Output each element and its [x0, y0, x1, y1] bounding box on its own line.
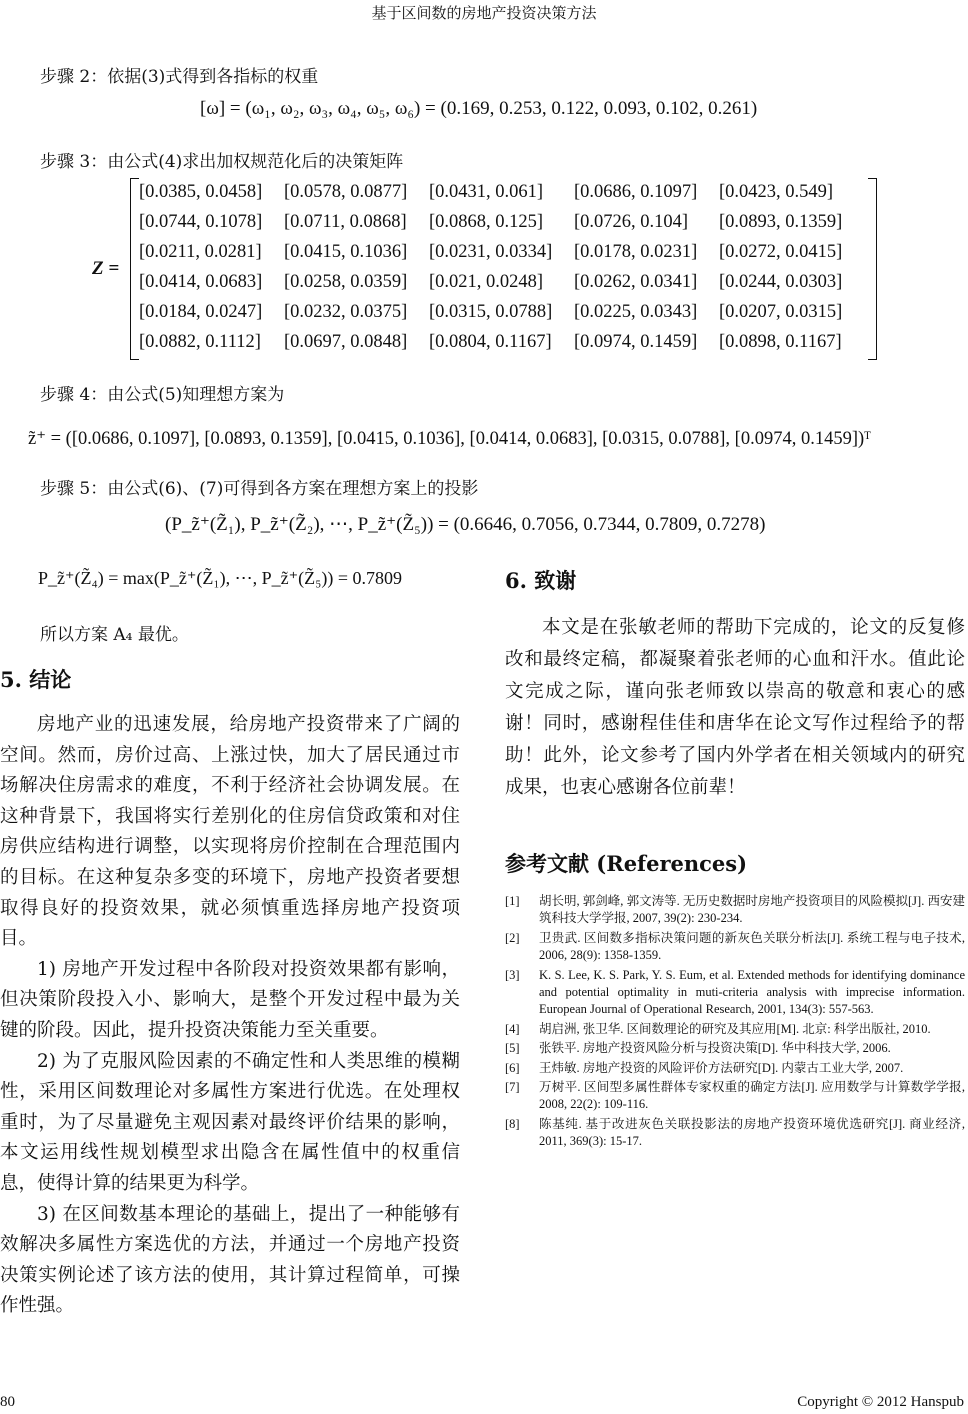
matrix-cell: [0.0893, 0.1359]: [719, 212, 843, 232]
reference-number: [3]: [505, 967, 520, 982]
reference-number: [5]: [505, 1041, 520, 1056]
matrix-cell: [0.0258, 0.0359]: [284, 272, 408, 292]
matrix-cell: [0.0385, 0.0458]: [139, 182, 263, 202]
reference-item: [505, 1021, 965, 1038]
reference-number: [6]: [505, 1060, 520, 1075]
ideal-solution-formula: z̃⁺ = ([0.0686, 0.1097], [0.0893, 0.1359], [0.0415, 0.1036], [0.0414, 0.0683], [0.0315, 0.0788], [0.0974, 0.1459])ᵀ: [28, 429, 871, 449]
page-number: 80: [0, 1394, 15, 1410]
matrix-cell: [0.0184, 0.0247]: [139, 302, 263, 322]
reference-number: [7]: [505, 1080, 520, 1095]
matrix-cell: [0.0726, 0.104]: [574, 212, 689, 232]
matrix-cell: [0.0804, 0.1167]: [429, 332, 552, 352]
reference-number: [4]: [505, 1021, 520, 1036]
reference-text: 张铁平. 房地产投资风险分析与投资决策[D]. 华中科技大学, 2006.: [539, 1041, 891, 1056]
section-5-heading: 5. 结论: [0, 667, 72, 692]
reference-item: [505, 893, 965, 928]
reference-text: 胡启洲, 张卫华. 区间数理论的研究及其应用[M]. 北京: 科学出版社, 2010.: [539, 1021, 931, 1036]
matrix-cell: [0.0431, 0.061]: [429, 182, 544, 202]
reference-text: 万树平. 区间型多属性群体专家权重的确定方法[J]. 应用数学与计算数学学报, 2008, 22(2): 109-116.: [539, 1080, 965, 1112]
matrix-cell: [0.0414, 0.0683]: [139, 272, 263, 292]
reference-item: [505, 930, 965, 965]
matrix-cell: [0.0232, 0.0375]: [284, 302, 408, 322]
weights-formula: [ω] = (ω₁, ω₂, ω₃, ω₄, ω₅, ω₆) = (0.169, 0.253, 0.122, 0.093, 0.102, 0.261): [200, 98, 758, 119]
reference-item: [505, 1060, 965, 1077]
matrix-cell: [0.0423, 0.549]: [719, 182, 834, 202]
matrix-cell: [0.0315, 0.0788]: [429, 302, 553, 322]
section-6-heading: 6. 致谢: [505, 568, 577, 593]
matrix-cell: [0.0974, 0.1459]: [574, 332, 698, 352]
reference-number: [1]: [505, 894, 520, 908]
conclusion-line: 所以方案 A₄ 最优。: [40, 625, 189, 645]
references-heading: 参考文献 (References): [505, 851, 748, 876]
copyright: Copyright © 2012 Hanspub: [797, 1394, 964, 1410]
matrix-cell: [0.0711, 0.0868]: [284, 212, 407, 232]
matrix-cell: [0.0178, 0.0231]: [574, 242, 698, 262]
matrix-cell: [0.0211, 0.0281]: [139, 242, 262, 262]
step-2-text: 步骤 2：依据(3)式得到各指标的权重: [40, 67, 319, 87]
reference-text: 陈基纯. 基于改进灰色关联投影法的房地产投资环境优选研究[J]. 商业经济, 2011, 369(3): 15-17.: [539, 1116, 965, 1149]
matrix-cell: [0.0415, 0.1036]: [284, 242, 408, 262]
matrix-cell: [0.0262, 0.0341]: [574, 272, 698, 292]
matrix-cell: [0.0231, 0.0334]: [429, 242, 553, 262]
reference-item: [505, 1040, 965, 1057]
paragraph: 2) 为了克服风险因素的不确定性和人类思维的模糊性，采用区间数理论对多属性方案进行优选。在处理权重时，为了尽量避免主观因素对最终评价结果的影响，本文运用线性规划模型求出隐含在属性值中的权重信息，使得计算的结果更为科学。: [0, 1050, 460, 1194]
reference-number: [8]: [505, 1116, 520, 1131]
step-5-text: 步骤 5：由公式(6)、(7)可得到各方案在理想方案上的投影: [40, 479, 479, 499]
section-5-body: [0, 710, 460, 1322]
reference-number: [2]: [505, 930, 520, 945]
matrix-cell: [0.0578, 0.0877]: [284, 182, 408, 202]
reference-item: [505, 1079, 965, 1114]
matrix-cell: [0.0686, 0.1097]: [574, 182, 698, 202]
max-projection-formula: P_z̃⁺(Z̃₄) = max(P_z̃⁺(Z̃₁), ⋯, P_z̃⁺(Z̃₅)) = 0.7809: [38, 568, 403, 588]
step-4-text: 步骤 4：由公式(5)知理想方案为: [40, 385, 285, 405]
matrix-cell: [0.0697, 0.0848]: [284, 332, 408, 352]
decision-matrix: [130, 178, 877, 360]
matrix-cell: [0.0898, 0.1167]: [719, 332, 842, 352]
reference-list: [505, 893, 965, 1153]
matrix-cell: [0.0868, 0.125]: [429, 212, 544, 232]
reference-item: [505, 967, 965, 1019]
step-3-text: 步骤 3：由公式(4)求出加权规范化后的决策矩阵: [40, 152, 404, 172]
projection-formula: (P_z̃⁺(Z̃₁), P_z̃⁺(Z̃₂), ⋯, P_z̃⁺(Z̃₅)) = (0.6646, 0.7056, 0.7344, 0.7809, 0.7278): [165, 514, 766, 535]
matrix-cell: [0.0225, 0.0343]: [574, 302, 698, 322]
matrix-cell: [0.0244, 0.0303]: [719, 272, 843, 292]
running-header: 基于区间数的房地产投资决策方法: [371, 4, 597, 22]
matrix-cell: [0.0882, 0.1112]: [139, 332, 261, 352]
matrix-cell: [0.021, 0.0248]: [429, 272, 544, 292]
matrix-cell: [0.0272, 0.0415]: [719, 242, 843, 262]
paragraph: 房地产业的迅速发展，给房地产投资带来了广阔的空间。然而，房价过高、上涨过快，加大了居民通过市场解决住房需求的难度，不利于经济社会协调发展。在这种背景下，我国将实行差别化的住房信贷政策和对住房供应结构进行调整，以实现将房价控制在合理范围内的目标。在这种复杂多变的环境下，房地产投资者要想取得良好的投资效果，就必须慎重选择房地产投资项目。: [0, 714, 460, 950]
matrix-label: Z =: [92, 258, 120, 279]
reference-item: [505, 1116, 965, 1151]
paragraph: 3) 在区间数基本理论的基础上，提出了一种能够有效解决多属性方案选优的方法，并通过一个房地产投资决策实例论述了该方法的使用，其计算过程简单，可操作性强。: [0, 1203, 460, 1317]
reference-text: 胡长明, 郭剑峰, 郭文涛等. 无历史数据时房地产投资项目的风险模拟[J]. 西安建筑科技大学学报, 2007, 39(2): 230-234.: [539, 894, 965, 926]
acknowledgement-body: [505, 612, 965, 804]
paragraph: 本文是在张敏老师的帮助下完成的，论文的反复修改和最终定稿，都凝聚着张老师的心血和汗水。值此论文完成之际，谨向张老师致以崇高的敬意和衷心的感谢！同时，感谢程佳佳和唐华在论文写作过程给予的帮助！此外，论文参考了国内外学者在相关领域内的研究成果，也衷心感谢各位前辈！: [505, 617, 965, 798]
matrix-cell: [0.0207, 0.0315]: [719, 302, 843, 322]
reference-text: 卫贵武. 区间数多指标决策问题的新灰色关联分析法[J]. 系统工程与电子技术, 2006, 28(9): 1358-1359.: [539, 930, 965, 963]
paragraph: 1) 房地产开发过程中各阶段对投资效果都有影响，但决策阶段投入小、影响大，是整个开发过程中最为关键的阶段。因此，提升投资决策能力至关重要。: [0, 958, 460, 1041]
reference-text: 王炜敏. 房地产投资的风险评价方法研究[D]. 内蒙古工业大学, 2007.: [539, 1060, 904, 1075]
reference-text: K. S. Lee, K. S. Park, Y. S. Eum, et al. Extended methods for identifying dominance and potential optimality in muti-criteria analysis with imprecise information. European Journal of Operational Research, 2001, 134(3): 557-563.: [539, 967, 965, 1017]
matrix-cell: [0.0744, 0.1078]: [139, 212, 263, 232]
